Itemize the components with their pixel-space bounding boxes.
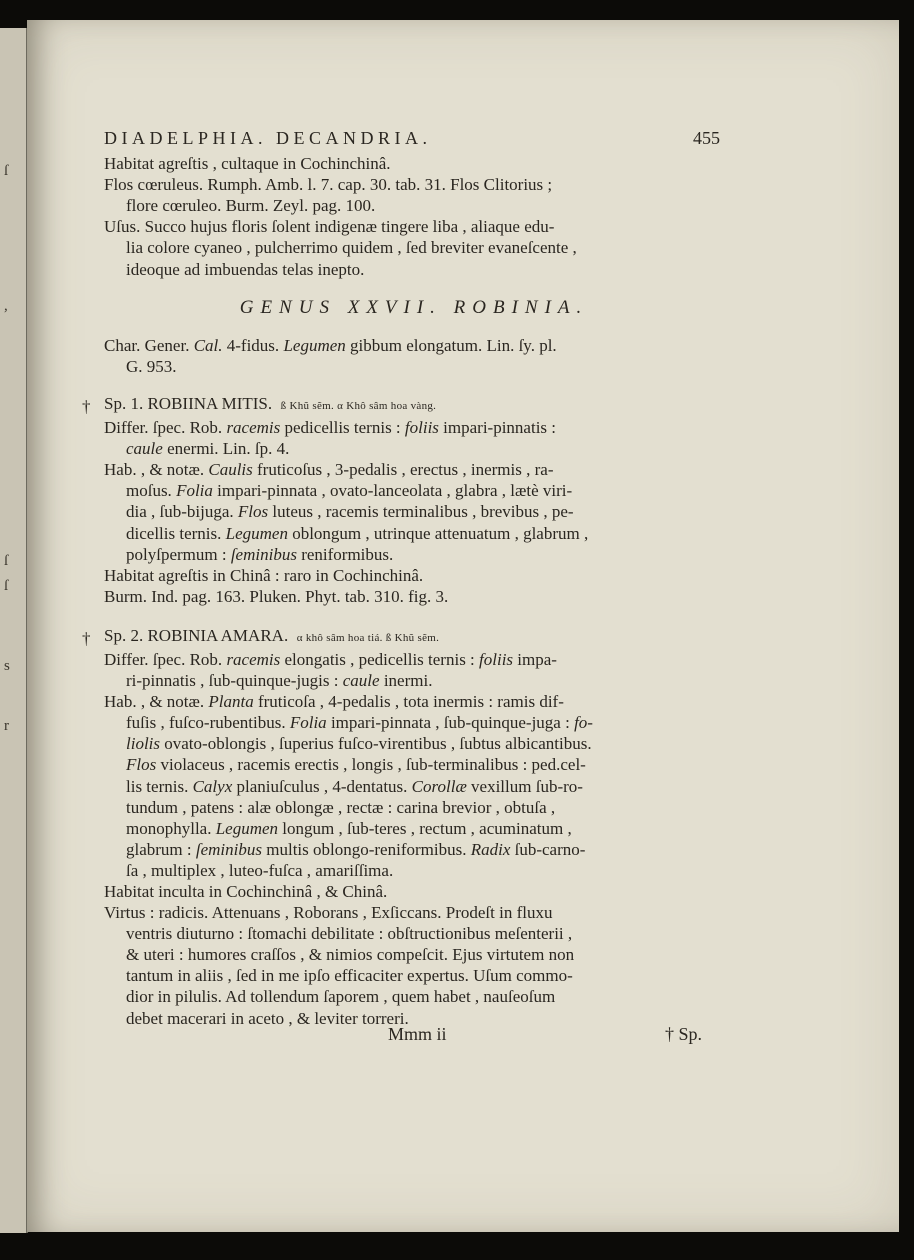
- text: gibbum elongatum. Lin. ſy. pl.: [350, 335, 557, 355]
- margin-mark: ſ: [4, 553, 9, 569]
- text-line: tantum in aliis , ſed in me ipſo efficaciter expertus. Uſum commo-: [126, 966, 573, 986]
- italic-term: foliis: [404, 418, 439, 438]
- text-line: debet macerari in aceto , & leviter torreri.: [126, 1008, 409, 1028]
- genus-character: [104, 335, 724, 377]
- dagger-mark: †: [82, 396, 91, 416]
- text-line: G. 953.: [126, 356, 177, 376]
- page-number: 455: [693, 128, 720, 148]
- text: multis oblongo-reniformibus.: [266, 839, 467, 859]
- text: ri-pinnatis , ſub-quinque-jugis :: [126, 671, 339, 691]
- page-text: [82, 128, 724, 1029]
- species-entry-1: [82, 393, 724, 607]
- text: Hab. , & notæ.: [104, 692, 205, 712]
- genus-heading: GENUS XXVII. ROBINIA.: [239, 296, 589, 318]
- italic-term: caule: [342, 671, 380, 691]
- italic-term: Legumen: [215, 818, 279, 838]
- text-line: Virtus : radicis. Attenuans , Roborans , Exſiccans. Prodeſt in fluxu: [104, 903, 553, 923]
- text: pedicellis ternis :: [284, 418, 401, 438]
- margin-mark: s: [4, 658, 10, 674]
- text: glabrum :: [126, 839, 192, 859]
- italic-term: Corollæ: [411, 776, 467, 796]
- italic-term: liolis: [126, 734, 161, 754]
- text: ſub-carno-: [514, 839, 586, 859]
- italic-term: Radix: [470, 839, 511, 859]
- text-line: ſa , multiplex , luteo-fuſca , amariſſima.: [126, 860, 394, 880]
- text: enermi. Lin. ſp. 4.: [167, 439, 290, 459]
- text: oblongum , utrinque attenuatum , glabrum ,: [292, 523, 589, 543]
- italic-term: Legumen: [283, 335, 346, 355]
- facing-page-margin-marks: [4, 28, 24, 1233]
- text: longum , ſub-teres , rectum , acuminatum ,: [282, 818, 572, 838]
- italic-term: Cal.: [193, 335, 223, 355]
- italic-term: Calyx: [192, 776, 233, 796]
- text: planiuſculus , 4-dentatus.: [236, 776, 408, 796]
- text: dia , ſub-bijuga.: [126, 502, 234, 522]
- text-line: Habitat agreſtis in Chinâ : raro in Cochinchinâ.: [104, 565, 424, 585]
- intro-block: [104, 153, 724, 280]
- text: monophylla.: [126, 818, 212, 838]
- text-line: lia colore cyaneo , pulcherrimo quidem , ſed breviter evaneſcente ,: [126, 238, 577, 258]
- italic-term: caule: [126, 439, 163, 459]
- text: fruticoſus , 3-pedalis , erectus , inermis , ra-: [257, 460, 554, 480]
- italic-term: Flos: [237, 502, 269, 522]
- text: reniformibus.: [301, 544, 394, 564]
- italic-term: racemis: [226, 649, 281, 669]
- text-line: Habitat agreſtis , cultaque in Cochinchinâ.: [104, 154, 391, 174]
- text: impari-pinnatis :: [443, 418, 557, 438]
- italic-term: Planta: [208, 692, 254, 712]
- text: 4-fidus.: [226, 335, 280, 355]
- text: elongatis , pedicellis ternis :: [284, 649, 475, 669]
- catchword: † Sp.: [665, 1024, 703, 1044]
- text-line: Burm. Ind. pag. 163. Pluken. Phyt. tab. 310. fig. 3.: [104, 586, 449, 606]
- text-line: dior in pilulis. Ad tollendum ſaporem , quem habet , nauſeoſum: [126, 987, 556, 1007]
- text-line: ventris diuturno : ſtomachi debilitate : obſtructionibus meſenterii ,: [126, 924, 573, 944]
- signature-mark: Mmm ii: [388, 1024, 447, 1044]
- text: luteus , racemis terminalibus , brevibus , pe-: [272, 502, 574, 522]
- text: Differ. ſpec. Rob.: [104, 649, 223, 669]
- dagger-mark: †: [82, 628, 91, 648]
- italic-term: ſeminibus: [230, 544, 297, 564]
- text: fuſis , fuſco-rubentibus.: [126, 713, 286, 733]
- text-line: Flos cœruleus. Rumph. Amb. l. 7. cap. 30. tab. 31. Flos Clitorius ;: [104, 175, 553, 195]
- species-entry-2: [82, 625, 724, 1029]
- italic-term: foliis: [479, 649, 514, 669]
- text-line: Uſus. Succo hujus floris ſolent indigenæ tingere liba , aliaque edu-: [104, 217, 555, 237]
- text-line: tundum , patens : alæ oblongæ , rectæ : carina brevior , obtuſa ,: [126, 797, 556, 817]
- running-header: [104, 128, 720, 149]
- text-line: flore cœruleo. Burm. Zeyl. pag. 100.: [126, 196, 376, 216]
- text: vexillum ſub-ro-: [471, 776, 583, 796]
- margin-mark: ſ: [4, 163, 9, 179]
- vernacular-names: α khô sâm hoa tiá. ß Khũ sẽm.: [296, 631, 440, 644]
- italic-term: ſeminibus: [195, 839, 262, 859]
- italic-term: Flos: [126, 755, 157, 775]
- text: impari-pinnata , ovato-lanceolata , glabra , lætè viri-: [217, 481, 573, 501]
- text: violaceus , racemis erectis , longis , ſub-terminalibus : ped.cel-: [160, 755, 586, 775]
- text: ovato-oblongis , ſuperius fuſco-virentibus , ſubtus albicantibus.: [164, 734, 592, 754]
- italic-term: Folia: [289, 713, 327, 733]
- text: inermi.: [383, 671, 433, 691]
- facing-page-edge: [0, 28, 28, 1233]
- text-line: Habitat inculta in Cochinchinâ , & Chinâ.: [104, 882, 388, 901]
- margin-mark: ſ: [4, 578, 9, 594]
- text: Differ. ſpec. Rob.: [104, 418, 223, 438]
- text: polyſpermum :: [126, 544, 227, 564]
- text: Char. Gener.: [104, 335, 190, 355]
- text: impari-pinnata , ſub-quinque-juga :: [330, 713, 570, 733]
- text: moſus.: [126, 481, 172, 501]
- italic-term: Folia: [176, 481, 213, 501]
- vernacular-names: ß Khũ sẽm. α Khô sâm hoa vàng.: [280, 399, 437, 412]
- italic-term: Caulis: [208, 460, 253, 480]
- running-title: DIADELPHIA. DECANDRIA.: [104, 128, 432, 148]
- text-line: ideoque ad imbuendas telas inepto.: [126, 259, 365, 279]
- italic-term: Legumen: [225, 523, 288, 543]
- italic-term: fo-: [574, 713, 593, 733]
- text: Hab. , & notæ.: [104, 460, 205, 480]
- species-title: Sp. 2. ROBINIA AMARA.: [104, 625, 289, 645]
- text-line: & uteri : humores craſſos , & nimios compeſcit. Ejus virtutem non: [126, 945, 575, 965]
- italic-term: racemis: [226, 418, 281, 438]
- text: dicellis ternis.: [126, 523, 222, 543]
- species-title: Sp. 1. ROBIINA MITIS.: [104, 393, 273, 413]
- text: impa-: [517, 649, 557, 669]
- text: lis ternis.: [126, 776, 189, 796]
- margin-mark: ,: [4, 298, 8, 314]
- margin-mark: r: [4, 718, 9, 734]
- text: fruticoſa , 4-pedalis , tota inermis : ramis dif-: [257, 692, 564, 712]
